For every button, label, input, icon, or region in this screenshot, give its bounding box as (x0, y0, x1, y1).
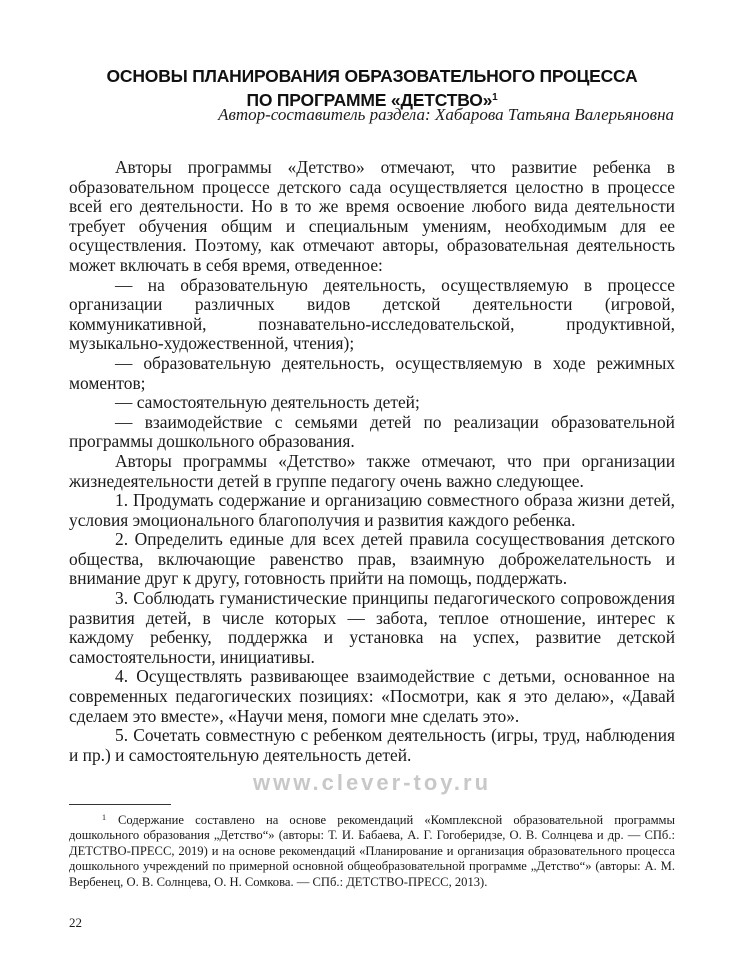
section-title-line-1: ОСНОВЫ ПЛАНИРОВАНИЯ ОБРАЗОВАТЕЛЬНОГО ПРОЦЕССА (106, 66, 638, 86)
numbered-item-2: 2. Определить единые для всех детей правила сосуществования детского общества, включающие равенство прав, взаимную доброжелательность и внимание друг к другу, готовность прийти на помощь, поддержать. (69, 529, 675, 589)
footnote (69, 810, 675, 890)
list-item-activity-organization: — на образовательную деятельность, осуществляемую в процессе организации различных видов детской деятельности (игровой, коммуникативной, познавательно-исследовательской, продуктивной, музыкально-художественной, чтения); (69, 274, 675, 354)
body-text (69, 158, 675, 765)
paragraph-teacher-priorities: Авторы программы «Детство» также отмечают, что при организации жизнедеятельности детей в группе педагогу очень важно следующее. (69, 450, 675, 491)
numbered-item-4: 4. Осуществлять развивающее взаимодействие с детьми, основанное на современных педагогических позициях: «Посмотри, как я это делаю», «Давай сделаем это вместе», «Научи меня, помоги мне сделать это». (69, 666, 675, 726)
section-author: Автор-составитель раздела: Хабарова Татьяна Валерьяновна (218, 105, 674, 124)
title-footnote-reference[interactable]: 1 (492, 92, 498, 103)
numbered-item-3: 3. Соблюдать гуманистические принципы педагогического сопровождения развития детей, в числе которых — забота, теплое отношение, интерес к каждому ребенку, поддержка и установка на успех, развитие детской самостоятельности, инициативы. (69, 588, 675, 667)
numbered-item-5: 5. Сочетать совместную с ребенком деятельность (игры, труд, наблюдения и пр.) и самостоятельную деятельность детей. (69, 725, 675, 765)
footnote-divider (69, 804, 171, 805)
list-item-independent-activity: — самостоятельную деятельность детей; (115, 392, 420, 413)
page-number: 22 (69, 915, 82, 930)
section-title-line-2-text: ПО ПРОГРАММЕ «ДЕТСТВО» (246, 90, 493, 110)
footnote-text: Содержание составлено на основе рекомендаций «Комплексной образовательной программы дошкольного образования „Детство“» (авторы: Т. И. Бабаева, А. Г. Гогоберидзе, О. В. Солнцева и др. — СПб.: ДЕТСТВО-ПРЕСС, 2019) и на основе рекомендаций «Планирование и организация образовательного процесса дошкольного учреждений по примерной основной общеобразовательной программе „Детство“» (авторы: А. М. Вербенец, О. В. Солнцева, О. Н. Сомкова. — СПб.: ДЕТСТВО-ПРЕСС, 2013). (69, 813, 675, 889)
list-item-family-interaction: — взаимодействие с семьями детей по реализации образовательной программы дошкольного образования. (69, 411, 675, 452)
watermark: www.clever-toy.ru (252, 770, 492, 795)
list-item-routine-moments: — образовательную деятельность, осуществляемую в ходе режимных моментов; (69, 352, 675, 393)
numbered-item-1: 1. Продумать содержание и организацию совместного образа жизни детей, условия эмоционального благополучия и развития каждого ребенка. (69, 490, 675, 530)
paragraph-intro: Авторы программы «Детство» отмечают, что развитие ребенка в образовательном процессе детского сада осуществляется целостно в процессе всей его деятельности. Но в то же время освоение любого вида деятельности требует обучения общим и специальным умениям, необходимым для ее осуществления. Поэтому, как отмечают авторы, образовательная деятельность может включать в себя время, отведенное: (69, 157, 675, 275)
footnote-mark: 1 (102, 813, 106, 822)
